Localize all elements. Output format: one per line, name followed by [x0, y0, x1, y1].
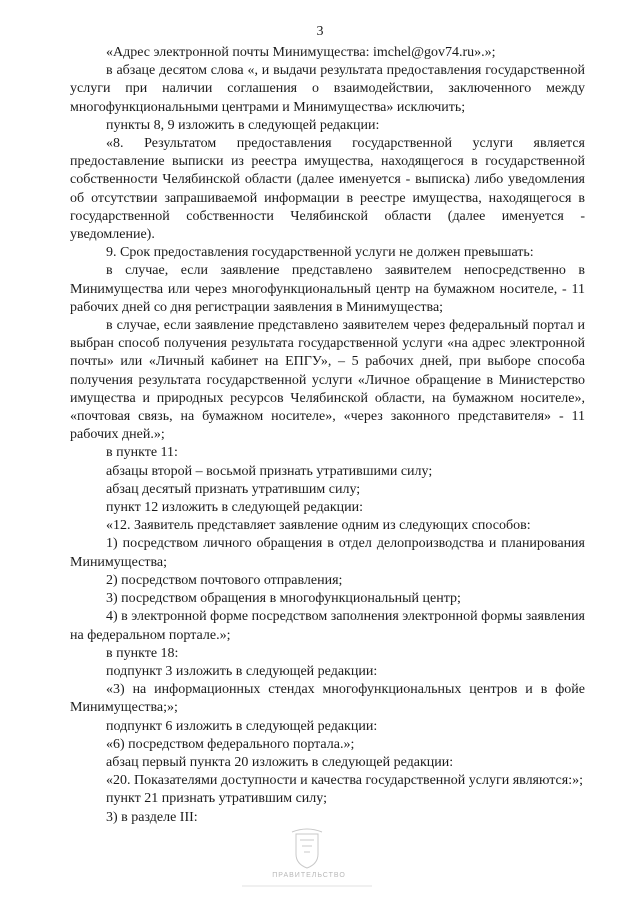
paragraph: «20. Показателями доступности и качества государственной услуги являются:»; — [106, 773, 583, 789]
paragraph: пункт 12 изложить в следующей редакции: — [106, 500, 363, 516]
paragraph: в пункте 11: — [106, 445, 178, 461]
paragraph: «Адрес электронной почты Минимущества: imchel@gov74.ru».»; — [106, 45, 496, 60]
paragraph: 4) в электронной форме посредством заполнения электронной формы заявления на федеральном портале.»; — [70, 609, 585, 643]
paragraph: подпункт 3 изложить в следующей редакции: — [106, 663, 378, 679]
paragraph: пункты 8, 9 изложить в следующей редакции: — [106, 117, 380, 133]
paragraph: в пункте 18: — [106, 645, 179, 661]
paragraph: «12. Заявитель представляет заявление одним из следующих способов: — [106, 518, 531, 534]
paragraph: абзац первый пункта 20 изложить в следующей редакции: — [106, 754, 454, 770]
watermark-stamp — [232, 824, 382, 894]
paragraph: 3) в разделе III: — [106, 809, 198, 825]
paragraph: пункт 21 признать утратившим силу; — [106, 791, 327, 807]
paragraph: 9. Срок предоставления государственной услуги не должен превышать: — [106, 245, 534, 261]
paragraph: абзац десятый признать утратившим силу; — [106, 481, 361, 497]
watermark-text: ПРАВИТЕЛЬСТВО — [272, 872, 346, 879]
document-body — [70, 44, 585, 827]
paragraph: в случае, если заявление представлено заявителем непосредственно в Минимущества или через многофункциональный центр на бумажном носителе, - 11 рабочих дней со дня регистрации заявления в Минимущества; — [70, 263, 585, 315]
paragraph: подпункт 6 изложить в следующей редакции: — [106, 718, 378, 734]
paragraph: 1) посредством личного обращения в отдел делопроизводства и планирования Минимущества; — [70, 536, 585, 570]
paragraph: «3) на информационных стендах многофункциональных центров и в фойе Минимущества;»; — [70, 682, 585, 716]
paragraph: «6) посредством федерального портала.»; — [106, 736, 355, 752]
paragraph: в абзаце десятом слова «, и выдачи результата предоставления государственной услуги при наличии соглашения о взаимодействии, заключенного между многофункциональными центрами и Минимущества» исключить; — [70, 63, 585, 115]
paragraph: «8. Результатом предоставления государственной услуги является предоставление выписки из реестра имущества, находящегося в государственной собственности Челябинской области (далее именуется - выписка) либо уведомления об отсутствии запрашиваемой информации в реестре имущества, находящегося в государственной собственности Челябинской области (далее именуется - уведомление). — [70, 136, 585, 243]
emblem-icon — [232, 824, 382, 894]
paragraph: абзацы второй – восьмой признать утратившими силу; — [106, 463, 433, 479]
page-number: 3 — [316, 24, 324, 39]
paragraph: 3) посредством обращения в многофункциональный центр; — [106, 591, 461, 607]
paragraph: в случае, если заявление представлено заявителем через федеральный портал и выбран способ получения результата государственной услуги «на адрес электронной почты» или «Личный кабинет на ЕПГУ», – 5 рабочих дней, при выборе способа получения результата государственной услуги «Личное обращение в Министерство имущества и природных ресурсов Челябинской области, на бумажном носителе», «почтовая связь, на бумажном носителе», «через законного представителя» - 11 рабочих дней.»; — [70, 318, 585, 443]
paragraph: 2) посредством почтового отправления; — [106, 572, 343, 588]
